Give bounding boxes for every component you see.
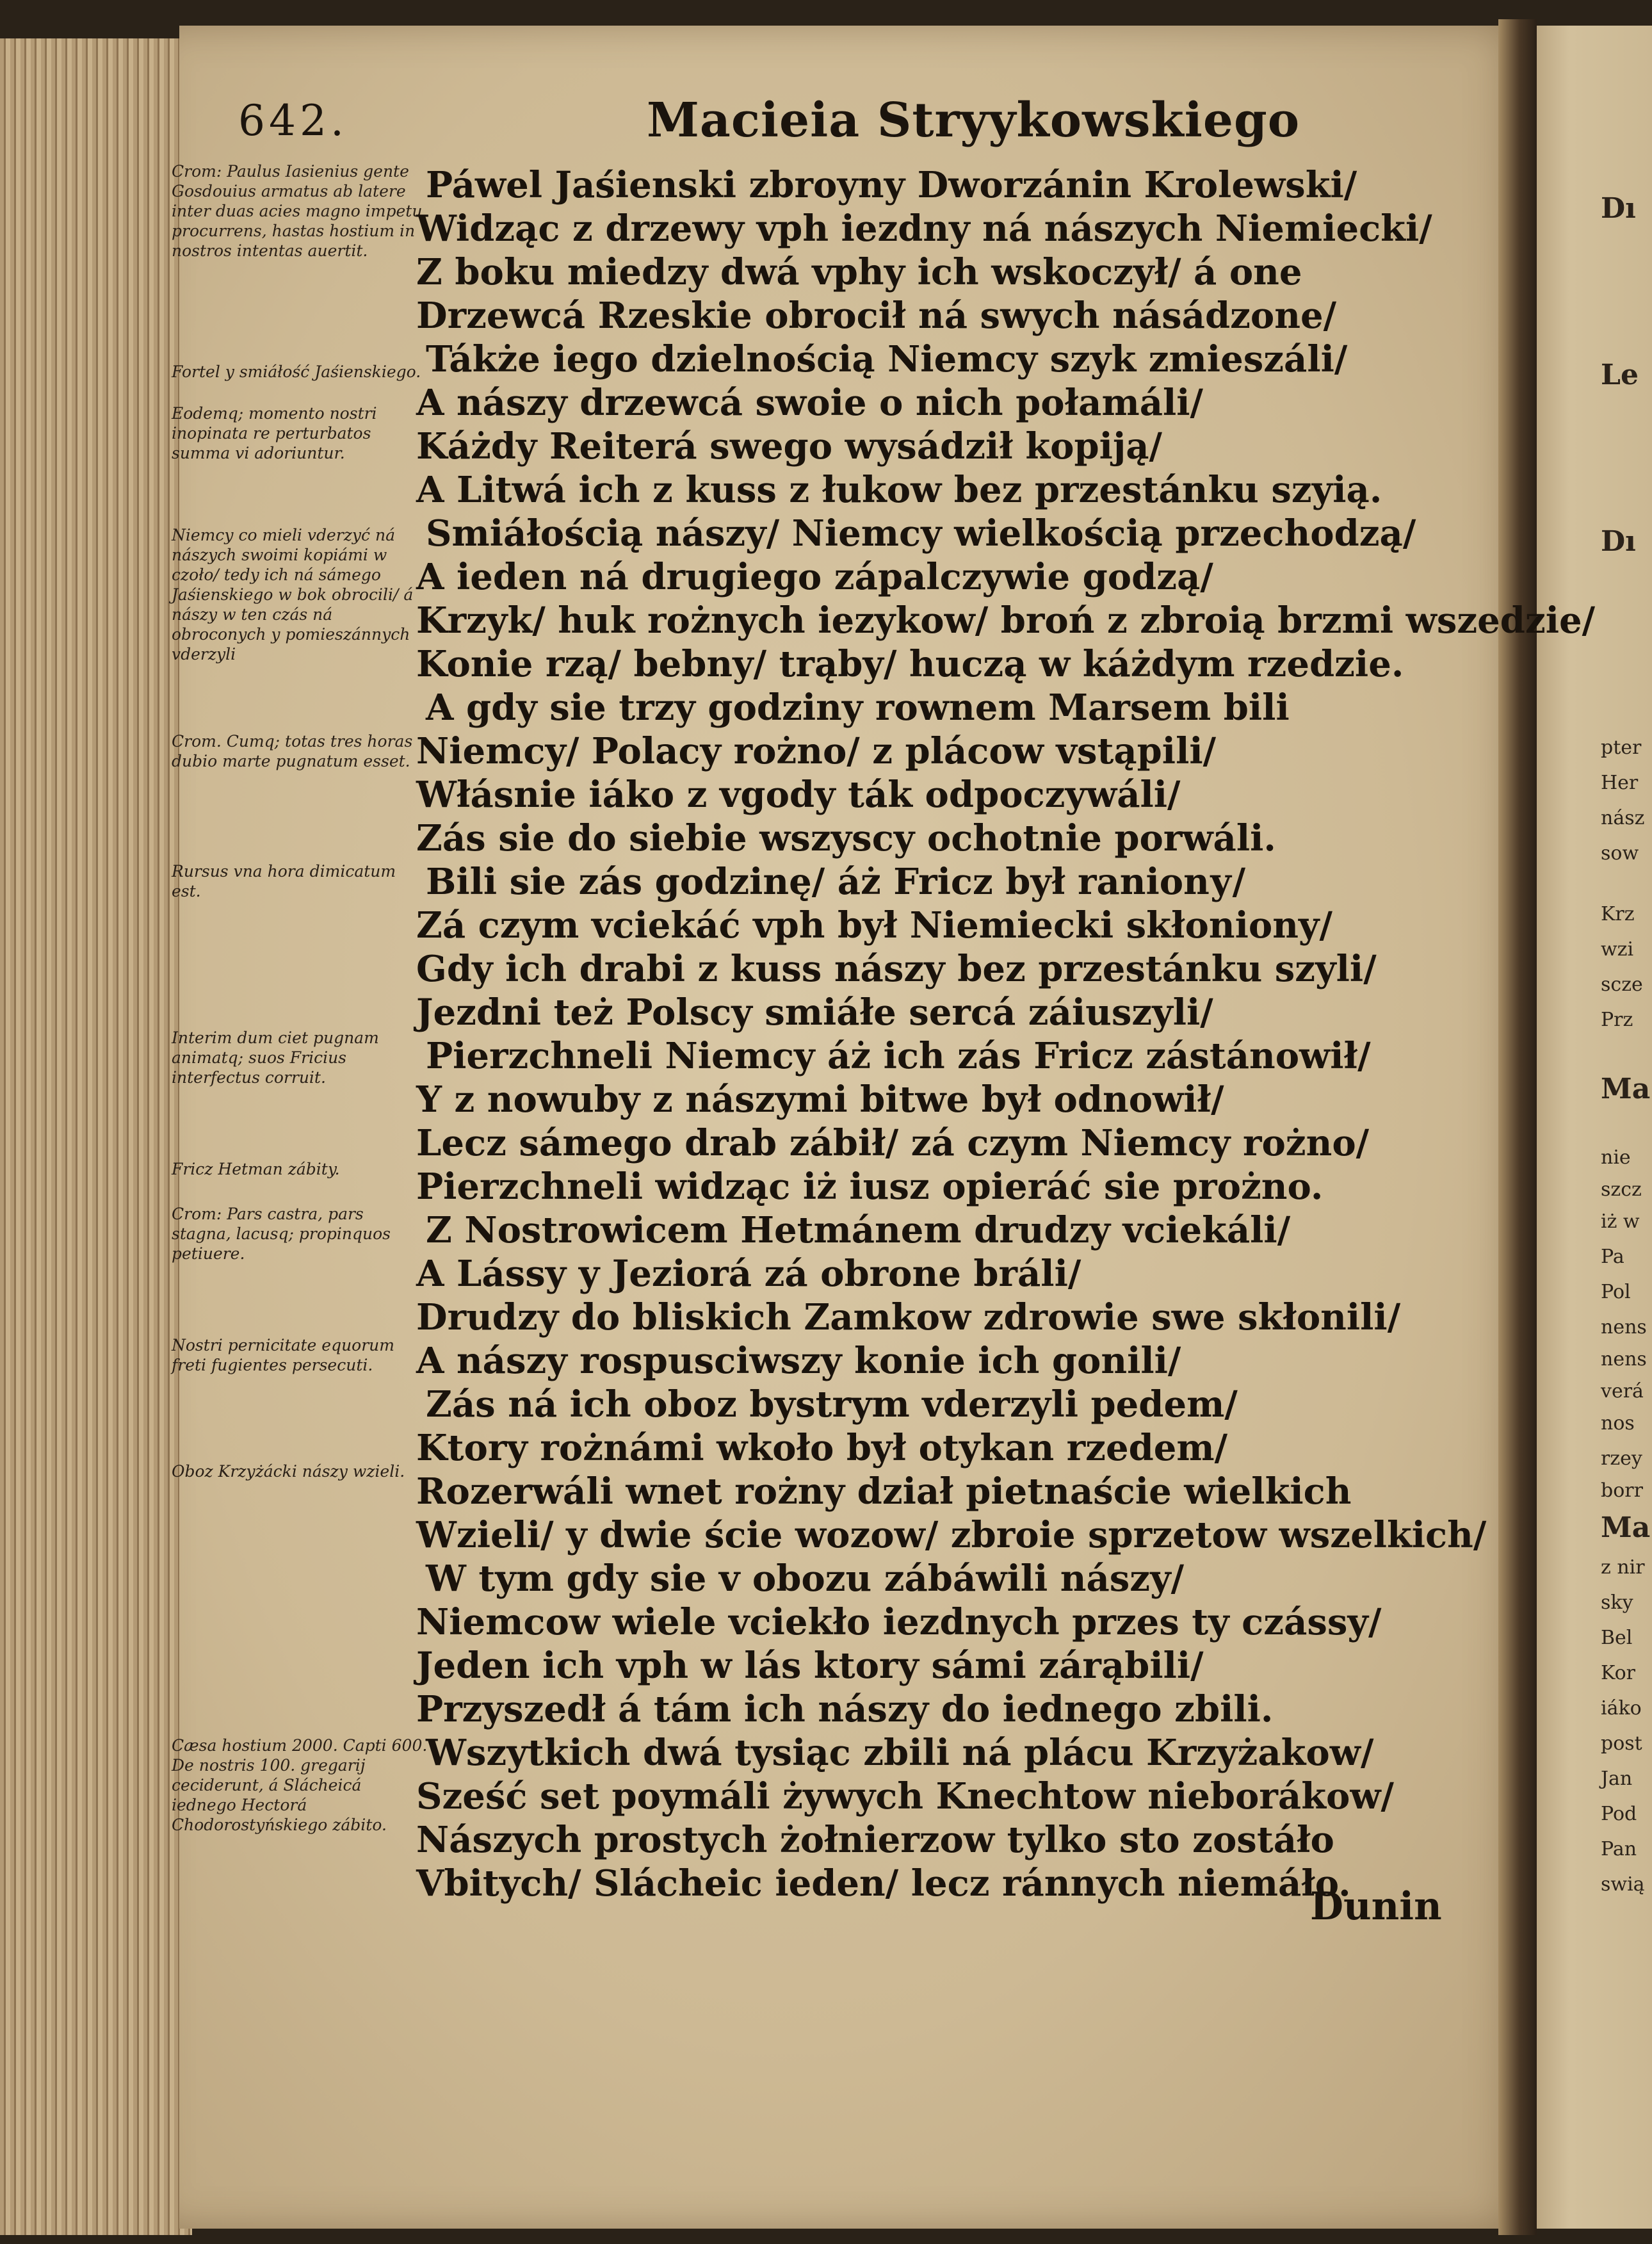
verse-line: Włásnie iáko z vgody ták odpoczywáli/ bbox=[416, 774, 1181, 816]
facing-page-fragment: iáko bbox=[1601, 1697, 1642, 1720]
facing-page-fragment: nász bbox=[1601, 807, 1645, 829]
verse-line: W tym gdy sie v obozu zábáwili nászy/ bbox=[426, 1557, 1185, 1600]
facing-page-fragment: swią bbox=[1601, 1873, 1645, 1896]
page-number: 642. bbox=[238, 96, 348, 145]
verse-line: A Litwá ich z kuss z łukow bez przestánku szyią. bbox=[416, 469, 1382, 511]
verse-line: Lecz sámego drab zábił/ zá czym Niemcy rożno/ bbox=[416, 1122, 1370, 1164]
verse-line: Krzyk/ huk rożnych iezykow/ broń z zbroią brzmi wszedzie/ bbox=[416, 599, 1596, 642]
verse-line: Zás sie do siebie wszyscy ochotnie porwáli. bbox=[416, 817, 1276, 859]
marginal-note: Fricz Hetman zábity. bbox=[172, 1160, 340, 1178]
verse-line: Widząc z drzewy vph iezdny ná nászych Niemiecki/ bbox=[416, 207, 1432, 250]
verse-line: Z boku miedzy dwá vphy ich wskoczył/ á one bbox=[416, 251, 1302, 293]
marginal-note: Oboz Krzyżácki nászy wzieli. bbox=[172, 1462, 405, 1481]
verse-line: Y z nowuby z nászymi bitwe był odnowił/ bbox=[416, 1078, 1224, 1121]
verse-line: A Lássy y Jeziorá zá obrone bráli/ bbox=[416, 1253, 1081, 1295]
verse-line: Wszytkich dwá tysiąc zbili ná plácu Krzyżakow/ bbox=[426, 1732, 1374, 1774]
facing-page-fragment: Ma bbox=[1601, 1511, 1651, 1544]
facing-page-fragment: Le bbox=[1601, 359, 1639, 391]
facing-page bbox=[1534, 26, 1652, 2229]
verse-line: Ktory rożnámi wkoło był otykan rzedem/ bbox=[416, 1427, 1228, 1469]
verse-line: Sześć set poymáli żywych Knechtow nieborákow/ bbox=[416, 1775, 1395, 1817]
facing-page-fragment: z nir bbox=[1601, 1556, 1645, 1579]
facing-page-fragment: Dı bbox=[1601, 525, 1636, 558]
verse-line: Tákże iego dzielnością Niemcy szyk zmieszáli/ bbox=[426, 338, 1348, 380]
facing-page-fragment: Bel bbox=[1601, 1627, 1633, 1649]
facing-page-fragment: nie bbox=[1601, 1146, 1631, 1169]
facing-page-fragment: wzi bbox=[1601, 938, 1634, 961]
verse-line: Zá czym vciekáć vph był Niemiecki skłoniony/ bbox=[416, 904, 1332, 947]
facing-page-fragment: Ma bbox=[1601, 1073, 1651, 1105]
facing-page-fragment: Prz bbox=[1601, 1009, 1633, 1031]
verse-line: Drudzy do bliskich Zamkow zdrowie swe skłonili/ bbox=[416, 1296, 1401, 1338]
facing-page-fragment: Dı bbox=[1601, 192, 1636, 225]
verse-line: Zás ná ich oboz bystrym vderzyli pedem/ bbox=[426, 1383, 1238, 1426]
facing-page-fragment: iż w bbox=[1601, 1210, 1640, 1233]
verse-line: Z Nostrowicem Hetmánem drudzy vciekáli/ bbox=[426, 1209, 1291, 1251]
verse-line: Bili sie zás godzinę/ áż Fricz był ranionу/ bbox=[426, 861, 1246, 903]
facing-page-fragment: scze bbox=[1601, 973, 1643, 996]
verse-line: Jezdni też Polscy smiáłe sercá záiuszyli/ bbox=[416, 991, 1213, 1034]
verse-line: Gdy ich drabi z kuss nászy bez przestánku szyli/ bbox=[416, 948, 1377, 990]
facing-page-fragment: Jan bbox=[1601, 1768, 1633, 1790]
running-title: Macieia Stryykowskiego bbox=[647, 93, 1300, 148]
facing-page-fragment: nens bbox=[1601, 1316, 1647, 1338]
marginal-note: Crom: Pars castra, pars stagna, lacusq; propinquos petiuere. bbox=[172, 1205, 391, 1263]
facing-page-fragment: pter bbox=[1601, 736, 1642, 759]
facing-page-fragment: Pol bbox=[1601, 1281, 1631, 1303]
facing-page-fragment: nos bbox=[1601, 1412, 1635, 1435]
book-page-edges bbox=[0, 38, 192, 2235]
catchword: Dunin bbox=[1310, 1884, 1442, 1929]
verse-line: Niemcow wiele vciekło iezdnych przes ty czássy/ bbox=[416, 1601, 1382, 1643]
verse-line: Káżdy Reiterá swego wysádził kopiją/ bbox=[416, 425, 1162, 468]
verse-line: A gdy sie trzy godziny rownem Marsem bili bbox=[426, 687, 1290, 729]
facing-page-fragment: borr bbox=[1601, 1479, 1643, 1502]
facing-page-fragment: sky bbox=[1601, 1591, 1633, 1614]
verse-line: Páwel Jaśienski zbroyny Dworzánin Krolewski/ bbox=[426, 164, 1357, 206]
facing-page-fragment: post bbox=[1601, 1732, 1642, 1755]
verse-line: Vbitych/ Slácheic ieden/ lecz ránnych niemáło. bbox=[416, 1862, 1351, 1905]
verse-line: Przyszedł á tám ich nászy do iednego zbili. bbox=[416, 1688, 1274, 1730]
marginal-note: Interim dum ciet pugnam animatq; suos Fricius interfectus corruit. bbox=[172, 1028, 379, 1087]
facing-page-fragment: sow bbox=[1601, 842, 1639, 865]
book-gutter bbox=[1498, 19, 1537, 2235]
facing-page-fragment: Krz bbox=[1601, 903, 1635, 925]
marginal-note: Crom. Cumq; totas tres horas dubio marte pugnatum esset. bbox=[172, 732, 413, 770]
verse-line: Konie rzą/ bebny/ trąby/ huczą w káżdym rzedzie. bbox=[416, 643, 1404, 685]
facing-page-fragment: Pan bbox=[1601, 1838, 1637, 1860]
facing-page-fragment: Her bbox=[1601, 772, 1639, 794]
marginal-note: Cæsa hostium 2000. Capti 600. De nostris 100. gregarij ceciderunt, á Slácheicá iednego Hectorá Chodorostyńskiego zábito. bbox=[172, 1736, 428, 1834]
verse-line: Jeden ich vph w lás ktory sámi zárąbili/ bbox=[416, 1645, 1204, 1687]
verse-line: Nászych prostych żołnierzow tylko sto zostáło bbox=[416, 1819, 1334, 1861]
verse-line: Wzieli/ y dwie ście wozow/ zbroie sprzetow wszelkich/ bbox=[416, 1514, 1487, 1556]
facing-page-fragment: Pa bbox=[1601, 1246, 1624, 1268]
verse-line: A nászy drzewcá swoie o nich połamáli/ bbox=[416, 382, 1203, 424]
verse-line: Rozerwáli wnet rożny dział pietnaście wielkich bbox=[416, 1470, 1352, 1513]
facing-page-fragment: Kor bbox=[1601, 1662, 1636, 1684]
facing-page-fragment: rzey bbox=[1601, 1447, 1642, 1470]
facing-page-fragment: nens bbox=[1601, 1348, 1647, 1370]
verse-line: Pierzchneli Niemcy áż ich zás Fricz zástánowił/ bbox=[426, 1035, 1371, 1077]
verse-line: Drzewcá Rzeskie obrocił ná swych násádzone/ bbox=[416, 295, 1337, 337]
verse-line: A nászy rospusciwszy konie ich gonili/ bbox=[416, 1340, 1181, 1382]
facing-page-fragment: Pod bbox=[1601, 1803, 1637, 1825]
facing-page-fragment: szcz bbox=[1601, 1178, 1642, 1201]
verse-line: Smiáłością nászy/ Niemcy wielkością przechodzą/ bbox=[426, 512, 1416, 555]
verse-line: A ieden ná drugiego zápalczywie godzą/ bbox=[416, 556, 1213, 598]
marginal-note: Niemcy co mieli vderzyć ná nászych swoimi kopiámi w czoło/ tedy ich ná sámego Jaśienskiego w bok obrocili/ á nászy w ten czás ná obroconych y pomieszánnych vderzyli bbox=[172, 526, 414, 663]
verse-line: Pierzchneli widząc iż iusz opieráć sie prożno. bbox=[416, 1166, 1324, 1208]
marginal-note: Rursus vna hora dimicatum est. bbox=[172, 862, 396, 900]
marginal-note: Crom: Paulus Iasienius gente Gosdouius armatus ab latere inter duas acies magno impetu procurrens, hastas hostium in nostros intentas auertit. bbox=[172, 162, 423, 260]
marginal-note: Nostri pernicitate equorum freti fugientes persecuti. bbox=[172, 1336, 394, 1374]
facing-page-fragment: verá bbox=[1601, 1380, 1644, 1402]
marginal-note: Fortel y smiáłość Jaśienskiego. bbox=[172, 362, 421, 381]
marginal-note: Eodemq; momento nostri inopinata re perturbatos summa vi adoriuntur. bbox=[172, 404, 377, 462]
verse-line: Niemcy/ Polacy rożno/ z plácow vstąpili/ bbox=[416, 730, 1217, 772]
